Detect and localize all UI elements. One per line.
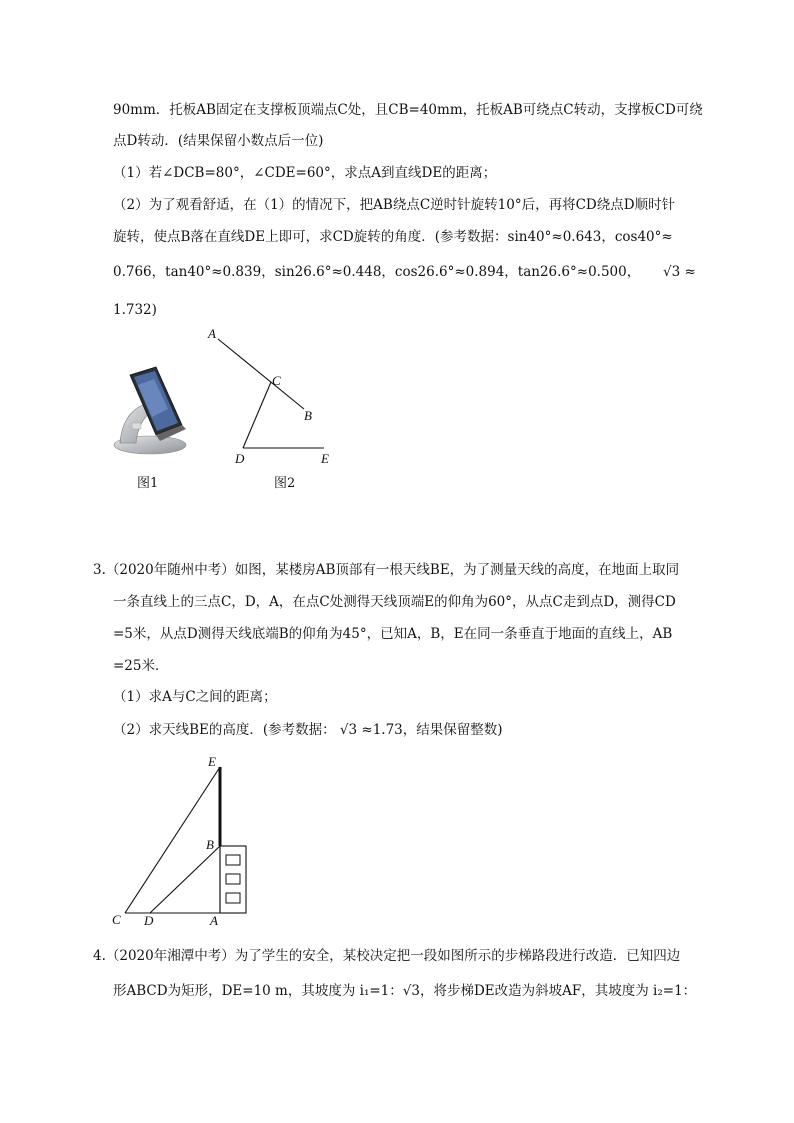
label-E: E [208,754,216,769]
line-AB [218,339,304,409]
figure-2-caption: 图2 [274,476,296,491]
figure-2-diagram [200,322,340,472]
p2-question-2b: 旋转，使点B落在直线DE上即可，求CD旋转的角度．(参考数据：sin40°≈0.643，cos40°≈ [113,229,673,245]
label-A: A [208,326,216,341]
building-antenna-diagram [105,750,265,930]
p3-line-1: 3.（2020年随州中考）如图，某楼房AB顶部有一根天线BE，为了测量天线的高度，在地面上取同 [93,562,680,578]
p3-question-2: （2）求天线BE的高度．(参考数据： √3 ≈1.73，结果保留整数) [113,722,503,738]
label-C: C [112,912,121,927]
p4-line-2: 形ABCD为矩形，DE=10 m，其坡度为 i₁=1：√3，将步梯DE改造为斜坡AF，其坡度为 i₂=1： [113,983,697,999]
label-D: D [235,451,245,466]
window-1 [226,855,240,865]
line-DC [243,382,271,448]
sightline-DB [150,846,220,913]
label-B: B [206,837,214,852]
p2-sqrt3-approx: √3 ≈ [663,264,696,280]
label-E: E [321,451,329,466]
label-A: A [210,913,218,928]
p3-line-3: =5米，从点D测得天线底端B的仰角为45°，已知A，B，E在同一条垂直于地面的直线上，AB [113,626,673,642]
figure-1-caption: 图1 [137,476,159,491]
p3-line-2: 一条直线上的三点C，D，A，在点C处测得天线顶端E的仰角为60°，从点C走到点D，测得CD [113,594,676,610]
label-C: C [272,373,281,388]
p2-question-2a: （2）为了观看舒适，在（1）的情况下，把AB绕点C逆时针旋转10°后，再将CD绕点D顺时针 [113,197,676,213]
p2-line-2: 点D转动．(结果保留小数点后一位) [113,133,324,149]
p3-question-1: （1）求A与C之间的距离； [113,689,277,705]
p2-line-1: 90mm．托板AB固定在支撑板顶端点C处，且CB=40mm，托板AB可绕点C转动，支撑板CD可绕 [113,102,703,118]
phone-stand-image [108,365,198,460]
p2-question-1: （1）若∠DCB=80°，∠CDE=60°，求点A到直线DE的距离； [113,165,497,181]
window-2 [226,874,240,884]
label-B: B [304,408,312,423]
p3-line-4: =25米． [113,658,169,674]
p4-line-1: 4.（2020年湘潭中考）为了学生的安全，某校决定把一段如图所示的步梯路段进行改造．已知四边 [93,948,681,964]
p2-question-2c: 0.766，tan40°≈0.839，sin26.6°≈0.448，cos26.6°≈0.894，tan26.6°≈0.500， [113,264,641,280]
label-D: D [144,913,154,928]
p2-question-2d: 1.732) [113,302,157,318]
window-3 [226,893,240,903]
